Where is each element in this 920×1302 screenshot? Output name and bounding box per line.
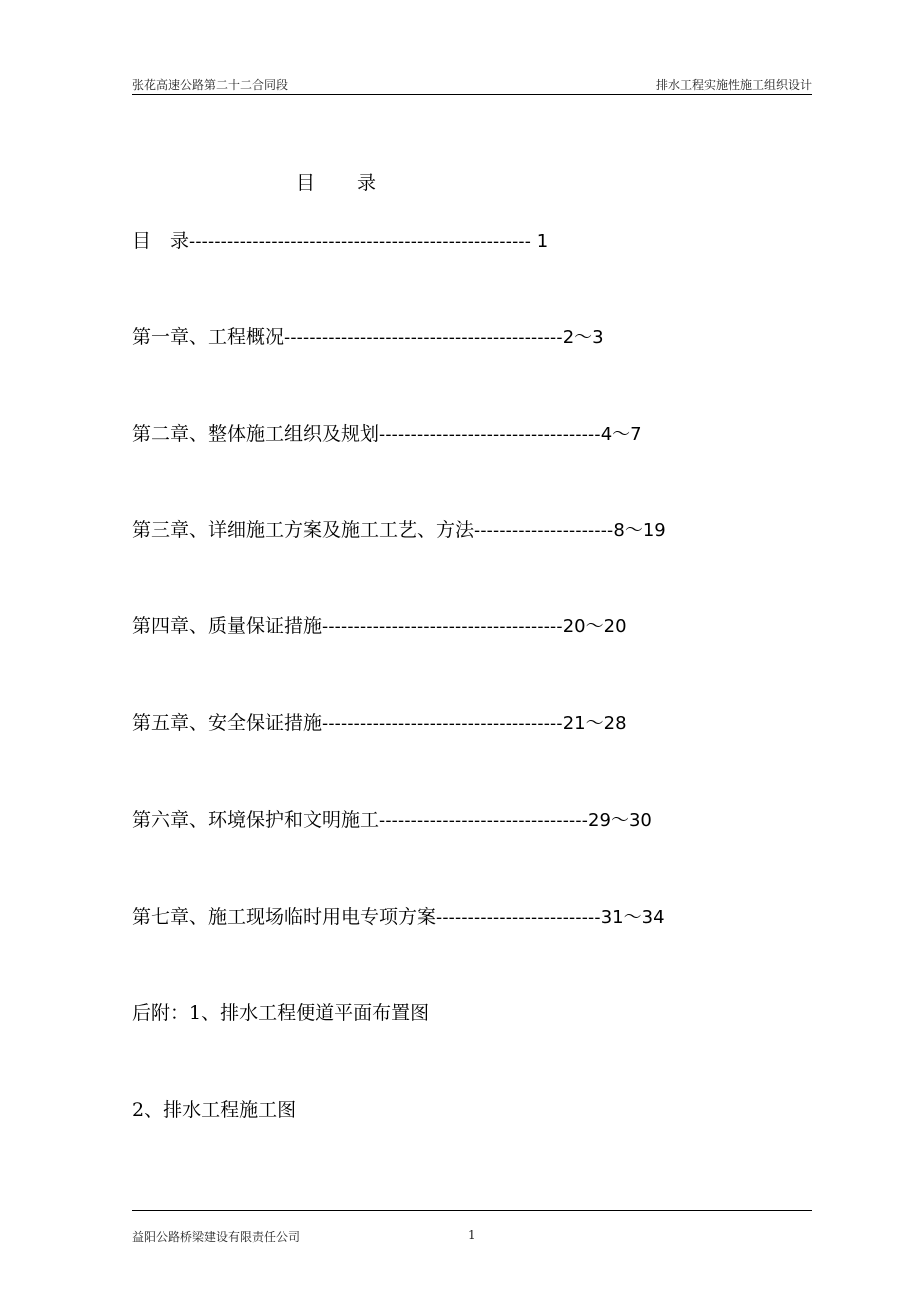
toc-entry-label: 第四章、质量保证措施 — [132, 615, 323, 637]
toc-leader: ------------------------------------------------------ — [189, 232, 532, 252]
appendix-item — [132, 1095, 296, 1122]
appendix-label: 2、排水工程施工图 — [132, 1099, 297, 1121]
header-project-name: 张花高速公路第二十二合同段 — [132, 78, 289, 92]
toc-entry-label: 第二章、整体施工组织及规划 — [132, 423, 380, 445]
toc-page: 2～3 — [562, 327, 604, 348]
toc-page: 20～20 — [562, 616, 627, 637]
toc-entry[interactable] — [132, 226, 548, 253]
toc-entry-label: 第一章、工程概况 — [132, 326, 285, 348]
toc-entry[interactable] — [132, 805, 652, 832]
toc-entry-label: 第三章、详细施工方案及施工工艺、方法 — [132, 519, 475, 541]
toc-leader: -------------------------- — [436, 908, 601, 928]
toc-page: 29～30 — [588, 810, 652, 831]
toc-leader: ---------------------- — [474, 521, 614, 541]
toc-page: 4～7 — [600, 424, 642, 445]
toc-page: 31～34 — [600, 907, 665, 928]
toc-page: 1 — [531, 231, 549, 252]
toc-title — [296, 168, 376, 195]
toc-title-part1: 目 — [296, 172, 316, 194]
header-document-title: 排水工程实施性施工组织设计 — [655, 78, 812, 92]
toc-leader: -------------------------------------- — [322, 617, 563, 637]
toc-leader: -------------------------------------- — [322, 714, 563, 734]
toc-page: 21～28 — [562, 713, 627, 734]
toc-entry-label: 目 录 — [132, 230, 190, 252]
toc-entry[interactable] — [132, 708, 627, 735]
toc-entry[interactable] — [132, 515, 666, 542]
footer-divider — [132, 1210, 812, 1211]
page-header — [132, 76, 812, 95]
toc-leader: -------------------------------------------- — [284, 328, 563, 348]
toc-entry[interactable] — [132, 419, 642, 446]
toc-entry[interactable] — [132, 611, 627, 638]
footer-company: 益阳公路桥梁建设有限责任公司 — [132, 1230, 301, 1244]
appendix-label: 后附：1、排水工程便道平面布置图 — [132, 1002, 430, 1024]
toc-entry-label: 第五章、安全保证措施 — [132, 712, 323, 734]
toc-entry-label: 第七章、施工现场临时用电专项方案 — [132, 906, 437, 928]
toc-page: 8～19 — [613, 520, 666, 541]
appendix-item — [132, 998, 429, 1025]
toc-entry-label: 第六章、环境保护和文明施工 — [132, 809, 380, 831]
toc-entry[interactable] — [132, 322, 604, 349]
footer-page-number: 1 — [468, 1228, 476, 1242]
toc-leader: ----------------------------------- — [379, 425, 601, 445]
toc-leader: --------------------------------- — [379, 811, 589, 831]
toc-title-part2: 录 — [357, 172, 377, 194]
toc-entry[interactable] — [132, 902, 665, 929]
